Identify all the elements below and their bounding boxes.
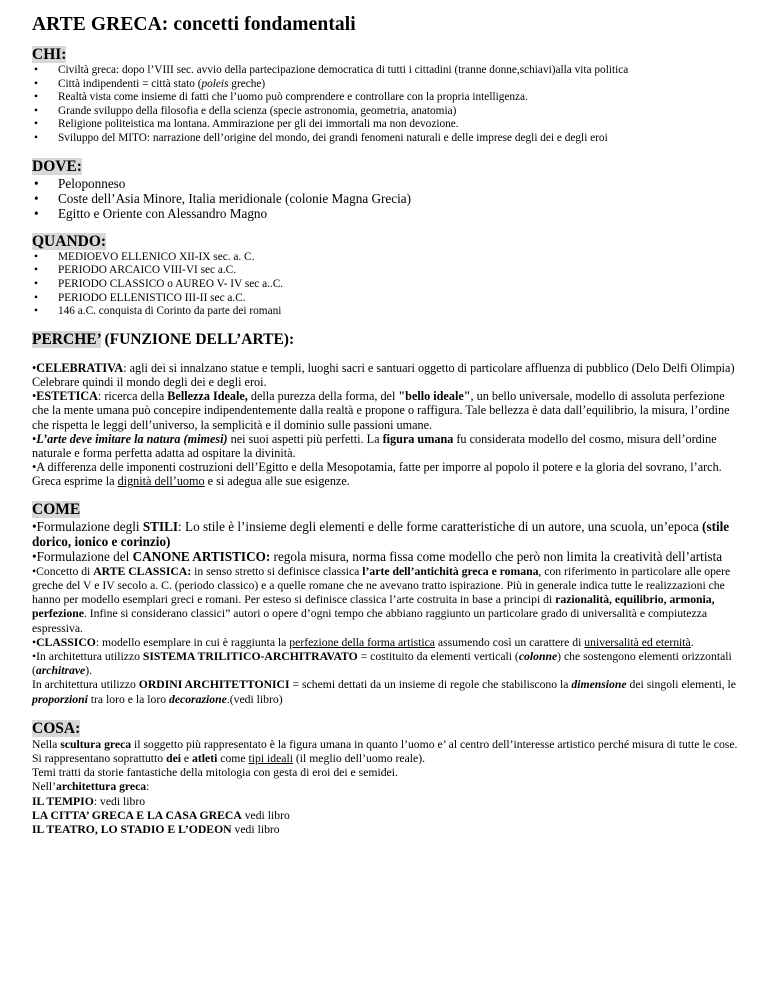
list-item: • PERIODO ARCAICO VIII-VI sec a.C. (32, 264, 738, 278)
perche-body (32, 361, 738, 489)
section-dove (32, 158, 738, 222)
paragraph-celebrativa: •CELEBRATIVA: agli dei si innalzano statue e templi, luoghi sacri e santuari oggetto di particolare affluenza di pubblico (Delo Delfi Olimpia) Celebrare quindi il mondo degli dei e degli eroi. (32, 360, 735, 389)
paragraph-differenza: •A differenza delle imponenti costruzioni dell’Egitto e della Mesopotamia, fatte per imporre al popolo il potere e la gloria del sovrano, l’arch. Greca esprime la dignità dell’uomo e si adegua alle sue esigenze. (32, 460, 722, 489)
paragraph-arte-classica: •Concetto di ARTE CLASSICA: in senso stretto si definisce classica l’arte dell’antichità greca e romana, con riferimento in particolare alle opere greche del V e IV secolo a. C. (periodo classico) e a quelle romane che ne avevano tratto ispirazione. Più in generale indica tutte le realizzazioni che hanno per modello esemplari greci e romani. Per esteso si definisce classica l’arte costruita in base a principi di razionalità, equilibrio, armonia, perfezione. Infine si considerano classici” autori o opere d’ogni tempo che abbiano raggiunto un particolare grado di universalità e compiutezza espressiva. (32, 564, 731, 635)
section-come (32, 501, 738, 707)
paragraph-natura: •L’arte deve imitare la natura (mimesi) nei suoi aspetti più perfetti. La figura umana fu considerata modello del cosmo, misura dell’ordine naturale e forma perfetta adatta ad ospitare la divinità. (32, 431, 717, 460)
paragraph-ordini: In architettura utilizzo ORDINI ARCHITETTONICI = schemi dettati da un insieme di regole che stabiliscono la dimensione dei singoli elementi, le proporzioni tra loro e la loro decorazione.(vedi libro) (32, 678, 736, 706)
section-heading-come: COME (32, 500, 81, 518)
section-heading-perche: PERCHE’ (32, 330, 101, 348)
list-item: • Grande sviluppo della filosofia e della scienza (specie astronomia, geometria, anatomia) (32, 105, 738, 119)
section-heading-quando: QUANDO: (32, 232, 107, 250)
paragraph-scultura: Nella scultura greca il soggetto più rappresentato è la figura umana in quanto l’uomo e’ al centro dell’interesse artistico perché misura di tutte le cose. Si rappresentano soprattutto dei e atleti come tipi ideali (il meglio dell’uomo reale). (32, 737, 738, 766)
line-citta-greca: LA CITTA’ GRECA E LA CASA GRECA vedi libro (32, 808, 290, 822)
list-item: • Realtà vista come insieme di fatti che l’uomo può comprendere e controllare con la propria intelligenza. (32, 91, 738, 105)
dove-list (32, 176, 738, 222)
chi-list (32, 64, 738, 146)
section-chi (32, 46, 738, 146)
section-perche: PERCHE’ (FUNZIONE DELL’ARTE): •CELEBRATIVA: agli dei si innalzano statue e templi, luoghi sacri e santuari oggetto di particolare affluenza di pubblico (Delo Delfi Olimpia) Celebrare quindi il mondo degli dei e degli eroi. •ESTETICA: ricerca della Bellezza Ideale, della purezza della forma, del "bello ideale", un bello universale, modello di assoluta perfezione che la mente umana può concepire indipendentemente dalla realtà e propone o raffigura. Tale bellezza è data dall’equilibrio, la misura, l’ordine che rispetta le leggi dell’universo, la semplicità e il dominio sulle passioni umane. •L’arte deve imitare la natura (mimesi) nei suoi aspetti più perfetti. La figura umana fu considerata modello del cosmo, misura dell’ordine naturale e forma perfetta adatta ad ospitare la divinità. •A differenza delle imponenti costruzioni dell’Egitto e della Mesopotamia, fatte per imporre al popolo il potere e la gloria del sovrano, l’arch. Greca esprime la dignità dell’uomo e si adegua alle sue esigenze. (32, 331, 738, 489)
paragraph-sistema-trilitico: •In architettura utilizzo SISTEMA TRILITICO-ARCHITRAVATO = costituito da elementi verticali (colonne) che sostengono elementi orizzontali (architrave). (32, 650, 732, 678)
list-item: • Religione politeistica ma lontana. Ammirazione per gli dei immortali ma non devozione. (32, 118, 738, 132)
list-item: • Sviluppo del MITO: narrazione dell’origine del mondo, dei grandi fenomeni naturali e delle imprese degli dei e degli eroi (32, 132, 738, 146)
paragraph-architettura: Nell’architettura greca: (32, 780, 150, 794)
section-quando (32, 233, 738, 319)
section-heading-dove: DOVE: (32, 157, 82, 175)
list-item: • Città indipendenti = città stato (poleis greche) (32, 78, 738, 92)
list-item: • PERIODO ELLENISTICO III-II sec a.C. (32, 292, 738, 306)
paragraph-estetica: •ESTETICA: ricerca della Bellezza Ideale, della purezza della forma, del "bello ideale", un bello universale, modello di assoluta perfezione che la mente umana può concepire indipendentemente dalla realtà e propone o raffigura. Tale bellezza è data dall’equilibrio, la misura, l’ordine che rispetta le leggi dell’universo, la semplicità e il dominio sulle passioni umane. (32, 389, 730, 432)
list-item: • PERIODO CLASSICO o AUREO V- IV sec a..C. (32, 278, 738, 292)
paragraph-stili: •Formulazione degli STILI: Lo stile è l’insieme degli elementi e delle forme caratteristiche di un autore, una scuola, un’epoca (stile dorico, ionico e corinzio) (32, 518, 730, 549)
paragraph-canone: •Formulazione del CANONE ARTISTICO: regola misura, norma fissa come modello che però non limita la creatività dell’artista (32, 549, 723, 565)
list-item: • 146 a.C. conquista di Corinto da parte dei romani (32, 305, 738, 319)
line-teatro: IL TEATRO, LO STADIO E L’ODEON vedi libro (32, 823, 280, 837)
list-item: • Egitto e Oriente con Alessandro Magno (32, 206, 738, 221)
list-item: • Civiltà greca: dopo l’VIII sec. avvio della partecipazione democratica di tutti i cittadini (tranne donne,schiavi)alla vita politica (32, 64, 738, 78)
list-item: • Peloponneso (32, 176, 738, 191)
section-heading-cosa: COSA: (32, 719, 81, 737)
list-item: • Coste dell’Asia Minore, Italia meridionale (colonie Magna Grecia) (32, 191, 738, 206)
line-tempio: IL TEMPIO: vedi libro (32, 794, 146, 808)
section-heading-chi: CHI: (32, 46, 67, 63)
quando-list (32, 251, 738, 319)
paragraph-temi: Temi tratti da storie fantastiche della mitologia con gesta di eroi dei e semidei. (32, 766, 398, 780)
page-title: ARTE GRECA: concetti fondamentali (32, 14, 356, 35)
paragraph-classico: •CLASSICO: modello esemplare in cui è raggiunta la perfezione della forma artistica assumendo così un carattere di universalità ed eternità. (32, 635, 694, 649)
section-cosa (32, 720, 738, 837)
list-item: • MEDIOEVO ELLENICO XII-IX sec. a. C. (32, 251, 738, 265)
